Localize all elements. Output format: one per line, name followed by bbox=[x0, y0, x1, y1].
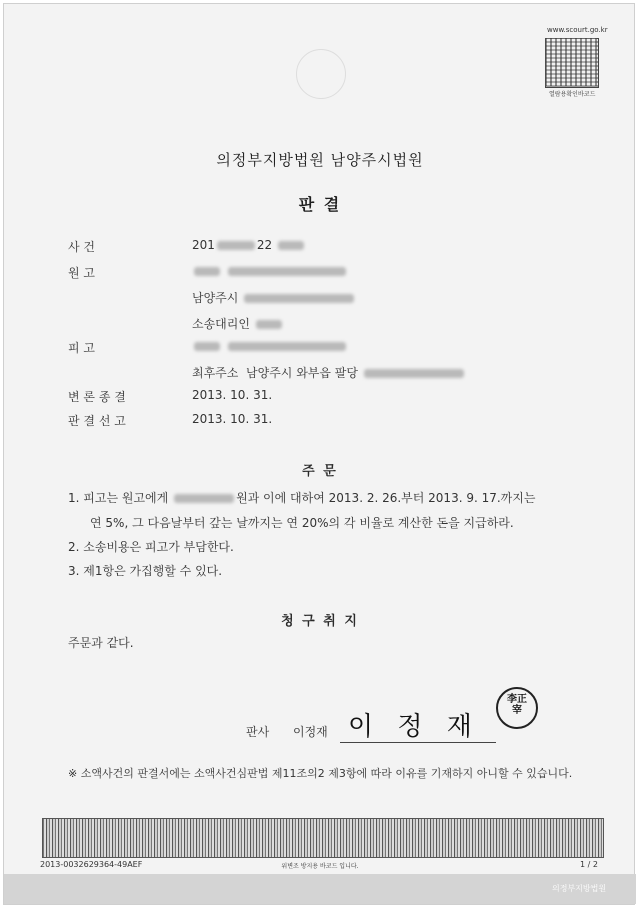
page-number: 1 / 2 bbox=[580, 860, 598, 869]
item1-suffix: 원과 이에 대하여 2013. 2. 26.부터 2013. 9. 17.까지는 bbox=[236, 491, 536, 505]
seal-text: 李正宰 bbox=[507, 694, 527, 716]
issuer: 의정부지방법원 bbox=[552, 884, 607, 893]
anti-forgery-barcode bbox=[42, 818, 604, 858]
main-item-1-line-1 bbox=[68, 489, 535, 506]
plaintiff-address bbox=[192, 289, 356, 306]
plaintiff-id bbox=[192, 264, 348, 278]
judge-label: 판사 bbox=[246, 725, 270, 739]
main-item-2: 2. 소송비용은 피고가 부담한다. bbox=[68, 540, 234, 554]
redacted-plaintiff-id bbox=[228, 267, 346, 276]
defendant-id bbox=[192, 339, 348, 353]
claim-heading: 청 구 취 지 bbox=[281, 614, 359, 629]
redacted-plaintiff-address bbox=[244, 294, 354, 303]
plaintiff-address-city: 남양주시 bbox=[192, 291, 239, 305]
judgment-document bbox=[3, 3, 635, 905]
defendant-last-address bbox=[192, 364, 466, 381]
last-address-label: 최후주소 bbox=[192, 366, 239, 380]
plaintiff-agent-label: 소송대리인 bbox=[192, 317, 250, 331]
last-address-value: 남양주시 와부읍 팔당 bbox=[246, 366, 358, 380]
footer-bar bbox=[4, 874, 636, 904]
redacted-agent-name bbox=[256, 320, 282, 329]
plaintiff-agent bbox=[192, 315, 284, 332]
small-claims-note: ※ 소액사건의 판결서에는 소액사건심판법 제11조의2 제3항에 따라 이유를 기재하지 아니할 수 있습니다. bbox=[68, 767, 573, 780]
ruling-label: 판 결 선 고 bbox=[68, 414, 126, 428]
main-item-1-line-2: 연 5%, 그 다음날부터 갚는 날까지는 연 20%의 각 비율로 계산한 돈을 지급하라. bbox=[90, 516, 514, 530]
redacted-defendant-name bbox=[194, 342, 220, 351]
judge-seal bbox=[496, 687, 538, 729]
plaintiff-label: 원 고 bbox=[68, 266, 95, 280]
judge-name: 이정재 bbox=[293, 725, 328, 739]
redacted-defendant-address bbox=[364, 369, 464, 378]
redacted-amount bbox=[174, 494, 234, 503]
qr-code-pattern bbox=[545, 38, 597, 86]
redacted-case-number bbox=[217, 241, 255, 250]
court-name: 의정부지방법원 남양주시법원 bbox=[216, 151, 424, 169]
item1-prefix: 1. 피고는 원고에게 bbox=[68, 491, 169, 505]
main-text-heading: 주 문 bbox=[302, 464, 338, 479]
defendant-label: 피 고 bbox=[68, 341, 95, 355]
redacted-plaintiff-name bbox=[194, 267, 220, 276]
signature-line bbox=[340, 742, 496, 743]
document-title: 판 결 bbox=[298, 195, 342, 214]
case-label: 사 건 bbox=[68, 240, 95, 254]
closing-date: 2013. 10. 31. bbox=[192, 388, 273, 402]
redacted-defendant-id bbox=[228, 342, 346, 351]
redacted-case-name bbox=[278, 241, 304, 250]
ruling-date: 2013. 10. 31. bbox=[192, 412, 273, 426]
closing-label: 변 론 종 결 bbox=[68, 390, 126, 404]
court-emblem-watermark bbox=[296, 49, 346, 99]
barcode-caption: 위변조 방지용 바코드 입니다. bbox=[281, 863, 359, 870]
judge-signature: 이 정 재 bbox=[348, 712, 480, 742]
case-value bbox=[192, 238, 306, 252]
main-item-3: 3. 제1항은 가집행할 수 있다. bbox=[68, 564, 223, 578]
claim-text: 주문과 같다. bbox=[68, 636, 134, 650]
qr-label: 열람용확인바코드 bbox=[549, 91, 596, 98]
case-number-suffix: 22 bbox=[256, 238, 273, 252]
site-url: www.scourt.go.kr bbox=[547, 26, 608, 34]
document-number: 2013-0032629364-49AEF bbox=[40, 860, 143, 869]
case-number-prefix: 201 bbox=[192, 238, 215, 252]
